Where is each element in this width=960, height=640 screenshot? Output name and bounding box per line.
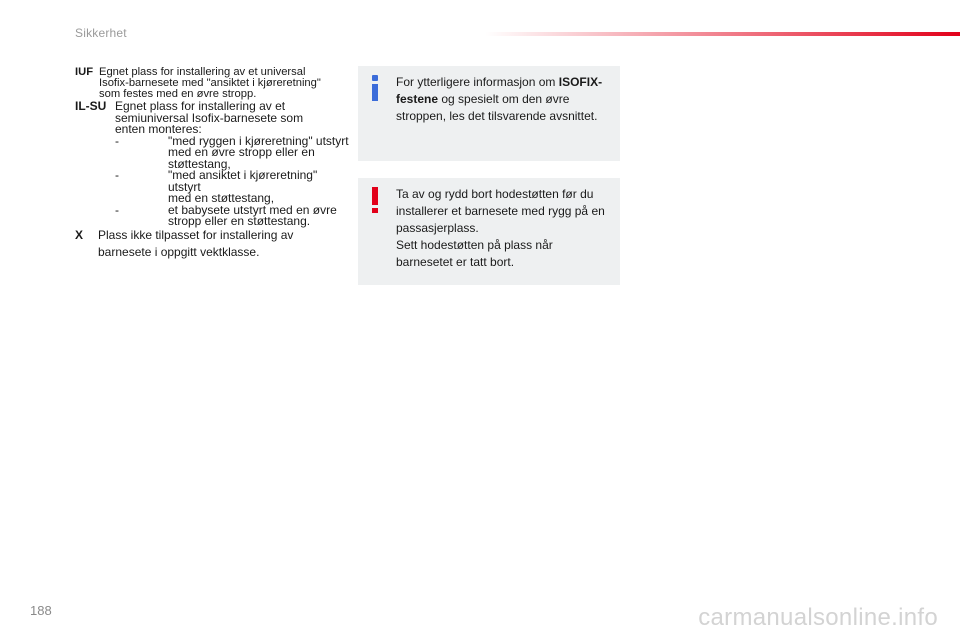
code-label: IL-SU [75, 99, 107, 114]
header-accent-bar [485, 32, 960, 36]
bullet-line: "med ansiktet i kjøreretning" utstyrt [168, 168, 318, 194]
watermark-link[interactable]: carmanualsonline.info [698, 604, 938, 631]
code-entry-x [75, 227, 350, 260]
page-header-title: Sikkerhet [75, 26, 127, 40]
bullet-line: "med ryggen i kjøreretning" utstyrt [168, 133, 349, 148]
page-number: 188 [30, 603, 52, 618]
warning-icon [370, 187, 380, 213]
code-description-line: barnesete i oppgitt vektklasse. [98, 245, 260, 260]
code-description-line: Egnet plass for installering av et [115, 99, 286, 114]
bullet-dash: - [115, 202, 119, 217]
info-icon [370, 75, 380, 101]
info-box-text [396, 74, 611, 125]
bullet-line: med en øvre stropp eller en [168, 145, 315, 160]
warning-box [358, 178, 620, 285]
seat-code-list [75, 67, 350, 259]
bullet-line: støttestang, [168, 156, 231, 171]
code-label: X [75, 227, 84, 242]
list-item [75, 202, 350, 229]
info-text-after: og spesielt om den øvre stroppen, les det tilsvarende avsnittet. [396, 92, 598, 123]
bullet-line: med en støttestang, [168, 191, 275, 206]
bullet-line: stropp eller en støttestang. [168, 214, 311, 229]
code-entry-iuf [75, 67, 350, 99]
bullet-dash: - [115, 133, 119, 148]
warning-paragraph: Sett hodestøtten på plass når barnesetet er tatt bort. [396, 238, 553, 269]
info-box [358, 66, 620, 161]
bullet-line: et babysete utstyrt med en øvre [168, 202, 337, 217]
code-description-line: semiuniversal Isofix-barnesete som [115, 110, 304, 125]
code-entry-il-su [75, 101, 350, 228]
list-item [75, 170, 350, 205]
list-item [75, 133, 350, 171]
code-description-line: som festes med en øvre stropp. [99, 87, 257, 100]
code-description-line: Plass ikke tilpasset for installering av [98, 227, 294, 242]
info-text-before: For ytterligere informasjon om [396, 75, 559, 89]
warning-paragraph: Ta av og rydd bort hodestøtten før du installerer et barnesete med rygg på en passasjerplass. [396, 187, 605, 235]
code-description-line: Isofix-barnesete med "ansiktet i kjøreretning" [99, 76, 321, 89]
code-description-line: Egnet plass for installering av et universal [99, 66, 306, 78]
code-label: IUF [75, 66, 94, 78]
bullet-dash: - [115, 168, 119, 183]
code-description-line: enten monteres: [115, 122, 202, 137]
info-text-bold: ISOFIX-festene [396, 75, 603, 106]
warning-box-text [396, 186, 611, 271]
